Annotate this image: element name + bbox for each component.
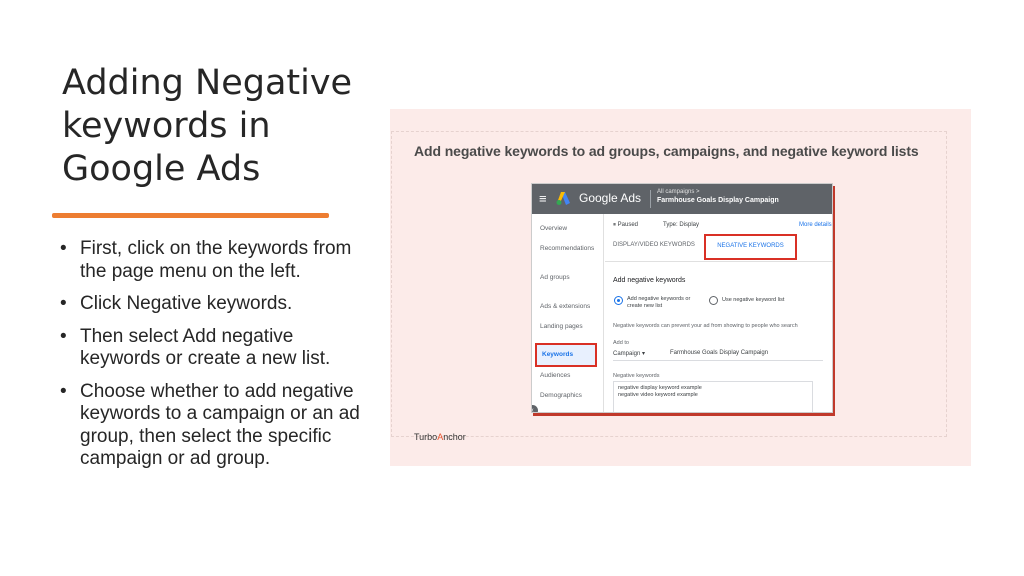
section-heading: Add negative keywords	[613, 277, 686, 284]
campaign-type: Type: Display	[663, 222, 700, 228]
accent-bar	[52, 213, 329, 218]
title-line: Google Ads	[62, 149, 261, 189]
sidebar-item-recommendations[interactable]: Recommendations	[540, 245, 595, 252]
brand-part: nchor	[443, 432, 466, 442]
negative-keyword-line: negative video keyword example	[618, 392, 698, 398]
screenshot-heading: Add negative keywords to ad groups, campaigns, and negative keyword lists	[414, 143, 919, 159]
campaign-title: Farmhouse Goals Display Campaign	[657, 197, 779, 204]
status-text: Paused	[617, 222, 639, 228]
tab-display-video-keywords[interactable]: DISPLAY/VIDEO KEYWORDS	[613, 242, 695, 248]
status-paused: ⏸ Paused	[613, 222, 639, 228]
app-topbar	[532, 184, 832, 214]
topbar-divider	[650, 190, 651, 208]
google-ads-logo-icon	[556, 192, 570, 205]
chevron-down-icon: ▾	[642, 351, 646, 357]
menu-icon[interactable]: ≡	[539, 191, 547, 206]
title-line: keywords in	[62, 106, 271, 146]
tab-negative-keywords[interactable]: NEGATIVE KEYWORDS	[704, 234, 797, 260]
negative-keywords-label: Negative keywords	[613, 373, 660, 379]
radio-add-negative-keywords-label[interactable]: Add negative keywords or create new list	[627, 296, 691, 309]
more-details-link[interactable]: More details	[799, 222, 832, 228]
add-to-select-value: Campaign	[613, 351, 641, 357]
app-sidebar	[532, 214, 604, 413]
tabs-divider	[605, 261, 833, 262]
sidebar-item-demographics[interactable]: Demographics	[540, 392, 582, 399]
sidebar-item-audiences[interactable]: Audiences	[540, 372, 571, 379]
add-to-label: Add to	[613, 340, 629, 346]
add-to-select[interactable]	[613, 350, 645, 357]
field-underline	[613, 360, 823, 361]
sidebar-item-overview[interactable]: Overview	[540, 225, 568, 232]
bullet-item: • Click Negative keywords.	[60, 293, 360, 316]
help-text: Negative keywords can prevent your ad from showing to people who search	[613, 323, 798, 329]
bullet-item: • Choose whether to add negative keywords to a campaign or an ad group, then select the specific campaign or ad group.	[60, 381, 360, 471]
sidebar-item-landing-pages[interactable]: Landing pages	[540, 323, 583, 330]
radio-use-negative-keyword-list[interactable]	[709, 296, 718, 305]
app-name: Google Ads	[579, 191, 642, 205]
bullet-item: • Then select Add negative keywords or create a new list.	[60, 326, 360, 371]
sidebar-item-keywords[interactable]: Keywords	[535, 343, 597, 367]
breadcrumb[interactable]: All campaigns >	[657, 189, 700, 195]
radio-add-negative-keywords[interactable]	[614, 296, 623, 305]
sidebar-item-ad-groups[interactable]: Ad groups	[540, 274, 570, 281]
negative-keyword-line: negative display keyword example	[618, 385, 702, 391]
bullet-item: • First, click on the keywords from the page menu on the left.	[60, 238, 360, 283]
sidebar-item-ads-extensions[interactable]: Ads & extensions	[540, 303, 591, 310]
bullet-list	[60, 238, 360, 481]
title-line: Adding Negative	[62, 63, 353, 103]
brand-part-accent: A	[437, 432, 444, 442]
google-ads-window	[531, 183, 833, 413]
app-main	[605, 214, 833, 413]
brand-logo	[414, 432, 466, 442]
radio-use-negative-keyword-list-label[interactable]: Use negative keyword list	[722, 297, 785, 303]
collapse-sidebar-icon[interactable]: ‹	[531, 405, 538, 413]
brand-part: Turbo	[414, 432, 438, 442]
add-to-campaign-select[interactable]: Farmhouse Goals Display Campaign	[670, 350, 769, 356]
negative-keywords-textarea[interactable]	[613, 381, 813, 413]
slide-title	[62, 62, 362, 191]
